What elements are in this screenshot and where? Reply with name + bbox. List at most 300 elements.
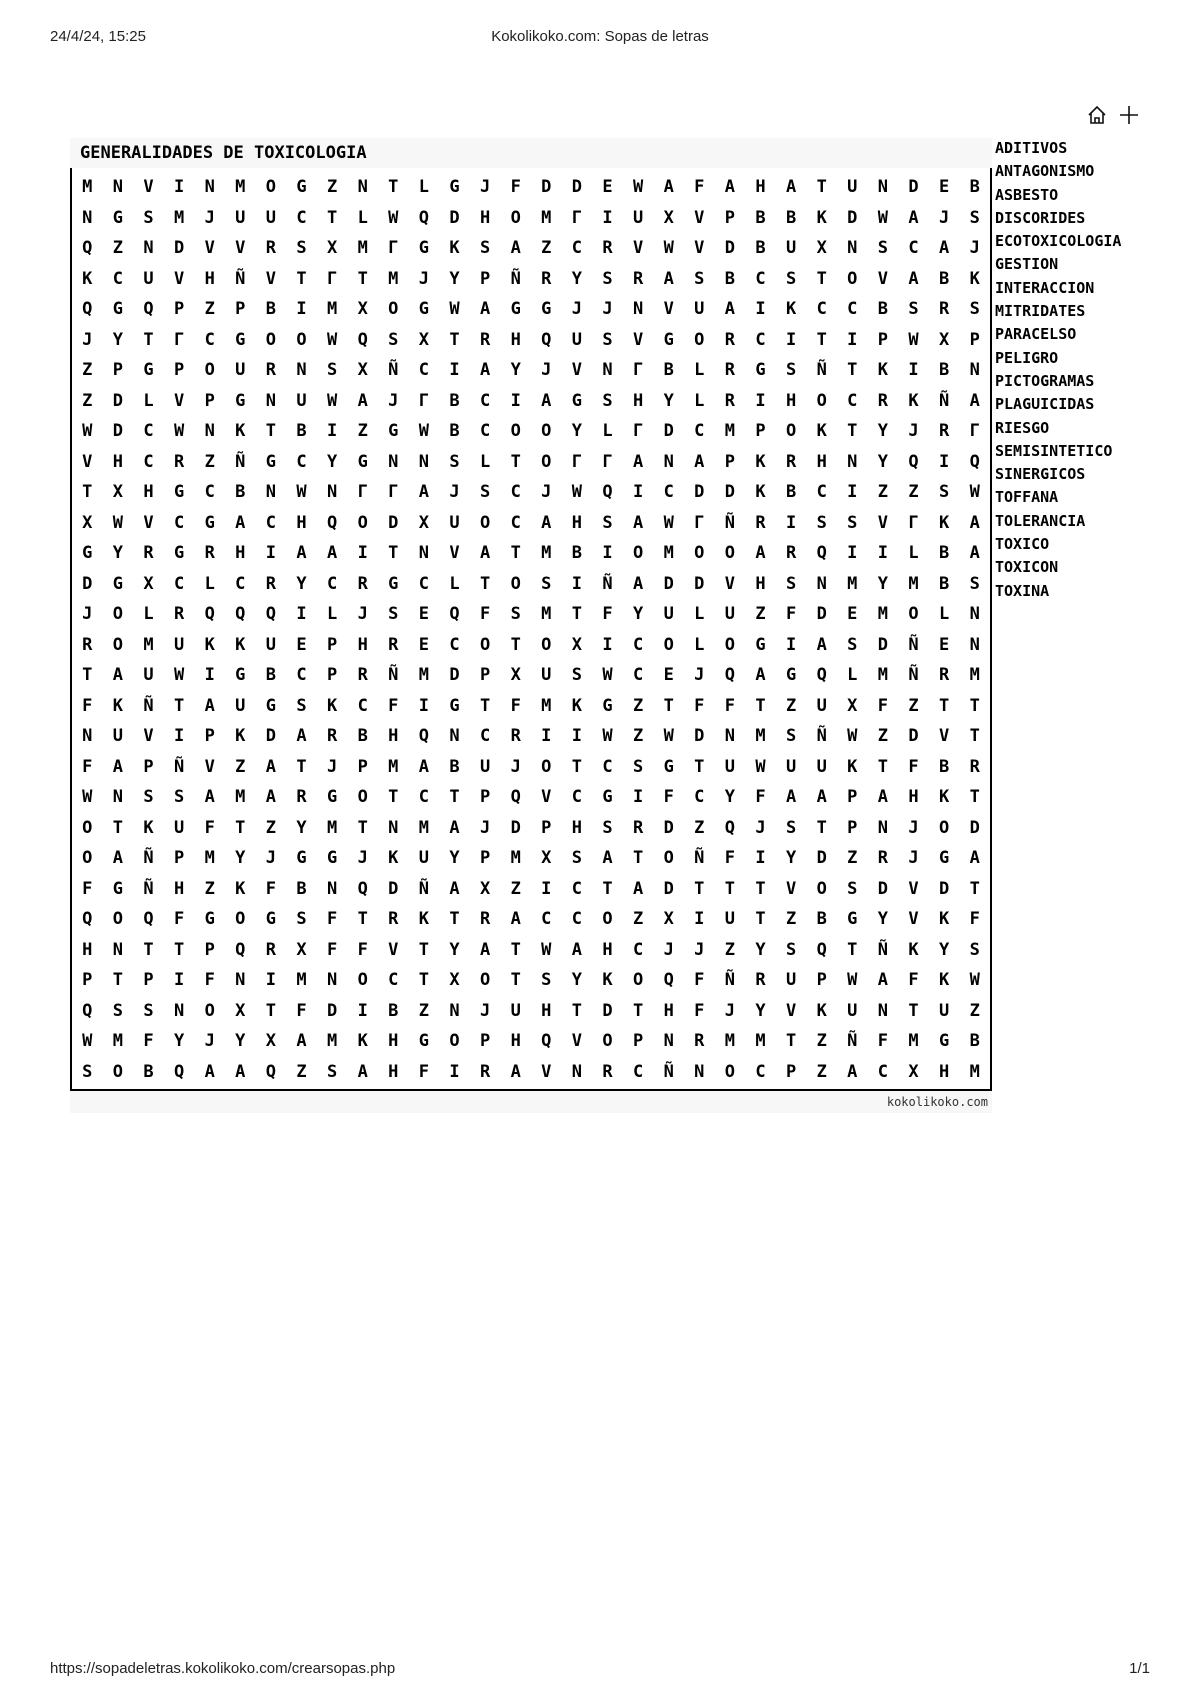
grid-letter: R xyxy=(143,543,154,563)
grid-letter: F xyxy=(204,970,215,990)
grid-letter: Z xyxy=(632,909,644,929)
grid-letter: B xyxy=(969,177,980,197)
grid-letter: R xyxy=(694,1031,705,1051)
grid-letter: F xyxy=(510,177,521,197)
grid-letter: L xyxy=(694,390,705,411)
grid-letter: S xyxy=(847,878,858,899)
grid-letter: U xyxy=(816,695,827,716)
grid-letter: Z xyxy=(204,451,215,472)
puzzle-title: GENERALIDADES DE TOXICOLOGIA xyxy=(70,138,992,168)
grid-letter: Q xyxy=(357,878,368,899)
grid-letter: T xyxy=(510,634,521,655)
grid-letter: Q xyxy=(235,939,246,960)
grid-letter: S xyxy=(296,909,307,929)
grid-letter: W xyxy=(632,177,644,197)
grid-letter: T xyxy=(816,329,827,350)
grid-letter: X xyxy=(571,634,583,655)
grid-letter: C xyxy=(694,787,705,807)
grid-letter: S xyxy=(326,360,338,380)
grid-letter: C xyxy=(663,482,674,502)
grid-letter: V xyxy=(785,1000,797,1021)
grid-letter: B xyxy=(265,665,277,685)
grid-letter: A xyxy=(357,1061,368,1082)
grid-letter: N xyxy=(388,451,399,472)
grid-letter: S xyxy=(541,970,552,990)
grid-letter: F xyxy=(694,695,705,716)
grid-letter: X xyxy=(908,1061,919,1082)
grid-letter: I xyxy=(418,695,430,716)
grid-letter: P xyxy=(112,360,124,380)
grid-letter: A xyxy=(938,238,950,258)
grid-letter: Q xyxy=(418,726,430,746)
grid-letter: X xyxy=(296,939,307,960)
grid-letter: K xyxy=(908,939,919,960)
grid-letter: Y xyxy=(449,268,460,289)
grid-letter: P xyxy=(479,848,491,868)
grid-letter: I xyxy=(357,1000,368,1021)
grid-letter: X xyxy=(418,512,430,533)
grid-letter: D xyxy=(449,665,460,685)
grid-letter: Ñ xyxy=(235,451,246,472)
grid-letter: A xyxy=(632,512,644,533)
grid-letter: T xyxy=(602,878,613,899)
grid-letter: B xyxy=(816,909,827,929)
grid-letter: A xyxy=(816,634,827,655)
grid-letter: H xyxy=(755,573,766,594)
grid-letter: Q xyxy=(173,1061,185,1082)
grid-letter: R xyxy=(82,634,93,655)
grid-letter: Ñ xyxy=(602,573,613,594)
grid-letter: O xyxy=(785,421,797,441)
grid-letter: I xyxy=(847,482,858,502)
grid-letter: D xyxy=(908,177,919,197)
grid-letter: I xyxy=(908,360,919,380)
grid-letter: S xyxy=(510,604,521,624)
grid-letter: Ñ xyxy=(694,848,705,868)
grid-letter: U xyxy=(296,390,307,411)
grid-letter: Ñ xyxy=(877,939,889,960)
grid-letter: I xyxy=(357,543,368,563)
grid-letter: X xyxy=(112,482,124,502)
grid-letter: U xyxy=(632,207,644,228)
grid-letter: Z xyxy=(265,817,277,838)
grid-letter: H xyxy=(571,817,583,838)
grid-letter: D xyxy=(694,726,705,746)
grid-letter: M xyxy=(143,634,154,655)
grid-letter: W xyxy=(602,726,613,746)
grid-letter: A xyxy=(571,939,583,960)
grid-letter: C xyxy=(479,726,491,746)
grid-letter: P xyxy=(479,787,491,807)
grid-letter: F xyxy=(877,695,889,716)
grid-letter: L xyxy=(847,665,858,685)
grid-letter: I xyxy=(632,482,644,502)
grid-letter: I xyxy=(265,543,277,563)
grid-letter: T xyxy=(82,665,93,685)
grid-letter: Y xyxy=(173,1031,185,1051)
grid-letter: D xyxy=(541,177,552,197)
grid-letter: N xyxy=(969,634,980,655)
grid-letter: P xyxy=(632,1031,644,1051)
grid-letter: V xyxy=(173,390,185,411)
grid-letter: D xyxy=(82,573,93,594)
grid-letter: T xyxy=(357,817,368,838)
grid-letter: O xyxy=(724,543,736,563)
grid-letter: C xyxy=(173,573,185,594)
grid-letter: Ñ xyxy=(908,665,919,685)
grid-letter: K xyxy=(235,634,246,655)
grid-letter: O xyxy=(847,268,858,289)
grid-letter: I xyxy=(755,390,766,411)
grid-letter: Q xyxy=(510,787,521,807)
grid-letter: B xyxy=(938,543,950,563)
grid-letter: K xyxy=(816,421,827,441)
grid-letter: X xyxy=(479,878,491,899)
grid-letter: A xyxy=(204,1061,215,1082)
grid-letter: N xyxy=(82,207,93,228)
grid-letter: I xyxy=(449,360,460,380)
grid-letter: Z xyxy=(785,909,797,929)
grid-letter: C xyxy=(632,1061,644,1082)
grid-letter: A xyxy=(969,543,980,563)
grid-letter: J xyxy=(724,1000,736,1021)
grid-letter: S xyxy=(143,207,154,228)
grid-letter: Z xyxy=(418,1000,430,1021)
grid-letter: R xyxy=(296,787,307,807)
grid-letter: A xyxy=(541,390,552,411)
grid-letter: S xyxy=(969,939,980,960)
grid-letter: N xyxy=(663,1031,674,1051)
grid-letter: X xyxy=(265,1031,277,1051)
grid-letter: R xyxy=(724,390,736,411)
grid-letter: V xyxy=(82,451,93,472)
grid-letter: C xyxy=(479,421,491,441)
grid-letter: M xyxy=(541,207,552,228)
grid-letter: C xyxy=(571,238,583,258)
grid-letter: T xyxy=(755,878,766,899)
grid-letter: T xyxy=(388,543,399,563)
grid-letter: S xyxy=(816,512,827,533)
grid-letter: R xyxy=(755,970,766,990)
grid-letter: R xyxy=(724,329,736,350)
grid-letter: E xyxy=(938,634,950,655)
grid-letter: A xyxy=(785,787,797,807)
grid-letter: T xyxy=(694,878,705,899)
grid-letter: N xyxy=(969,604,980,624)
grid-letter: N xyxy=(326,482,338,502)
grid-letter: D xyxy=(510,817,521,838)
grid-letter: T xyxy=(357,909,368,929)
grid-letter: T xyxy=(143,329,154,350)
grid-letter: B xyxy=(938,756,950,777)
grid-letter: D xyxy=(571,177,583,197)
grid-letter: D xyxy=(938,878,950,899)
grid-letter: O xyxy=(82,848,93,868)
grid-letter: G xyxy=(388,573,399,594)
grid-letter: I xyxy=(785,512,797,533)
grid-letter: D xyxy=(602,1000,613,1021)
grid-letter: O xyxy=(296,329,307,350)
top-icons xyxy=(1086,104,1140,126)
grid-letter: R xyxy=(173,604,185,624)
grid-letter: Z xyxy=(847,848,858,868)
grid-letter: K xyxy=(816,207,827,228)
grid-letter: N xyxy=(877,177,889,197)
grid-letter: B xyxy=(663,360,674,380)
grid-letter: I xyxy=(755,299,766,319)
grid-letter: D xyxy=(388,512,399,533)
grid-letter: G xyxy=(265,451,277,472)
grid-letter: N xyxy=(112,939,124,960)
grid-letter: C xyxy=(571,787,583,807)
grid-letter: J xyxy=(418,268,430,289)
word-list-item: DISCORIDES xyxy=(995,208,1086,227)
grid-letter: A xyxy=(510,238,521,258)
grid-letter: Ñ xyxy=(938,390,950,411)
grid-letter: B xyxy=(724,268,736,289)
grid-letter: C xyxy=(510,482,521,502)
grid-letter: C xyxy=(388,970,399,990)
grid-letter: K xyxy=(82,268,93,289)
grid-letter: O xyxy=(602,1031,613,1051)
grid-letter: T xyxy=(296,268,307,289)
grid-letter: N xyxy=(847,238,858,258)
grid-letter: Q xyxy=(418,207,430,228)
plus-icon[interactable] xyxy=(1118,104,1140,126)
grid-letter: P xyxy=(877,329,889,350)
grid-letter: Z xyxy=(510,878,521,899)
grid-letter: N xyxy=(204,177,215,197)
grid-letter: K xyxy=(755,451,766,472)
grid-letter: B xyxy=(969,1031,980,1051)
grid-letter: R xyxy=(265,360,277,380)
grid-letter: O xyxy=(510,421,521,441)
grid-letter: R xyxy=(265,573,277,594)
grid-letter: L xyxy=(204,573,215,594)
grid-letter: P xyxy=(173,299,185,319)
grid-letter: R xyxy=(173,451,185,472)
grid-letter: W xyxy=(847,726,858,746)
grid-letter: F xyxy=(204,817,215,838)
grid-letter: M xyxy=(235,787,246,807)
grid-letter: I xyxy=(173,970,185,990)
grid-letter: T xyxy=(449,787,460,807)
grid-letter: C xyxy=(265,512,277,533)
grid-letter: M xyxy=(388,756,399,777)
grid-letter: K xyxy=(235,421,246,441)
grid-letter: Ñ xyxy=(724,970,736,990)
grid-letter: U xyxy=(724,909,736,929)
grid-letter: F xyxy=(785,604,797,624)
grid-letter: W xyxy=(112,512,124,533)
grid-letter: Q xyxy=(816,665,827,685)
grid-letter: M xyxy=(296,970,307,990)
grid-letter: M xyxy=(724,421,736,441)
grid-letter: V xyxy=(571,360,583,380)
grid-letter: T xyxy=(908,1000,919,1021)
grid-letter: B xyxy=(235,482,246,502)
grid-letter: I xyxy=(847,329,858,350)
word-list-item: PLAGUICIDAS xyxy=(995,395,1095,414)
grid-letter: J xyxy=(265,848,277,868)
grid-letter: L xyxy=(143,390,154,411)
grid-letter: J xyxy=(510,756,521,777)
grid-letter: Z xyxy=(724,939,736,960)
grid-letter: A xyxy=(785,177,797,197)
grid-letter: X xyxy=(235,1000,246,1021)
grid-letter: X xyxy=(541,848,552,868)
grid-letter: O xyxy=(602,909,613,929)
grid-letter: R xyxy=(510,726,521,746)
grid-letter: U xyxy=(938,1000,950,1021)
grid-letter: G xyxy=(143,360,154,380)
grid-letter: A xyxy=(877,970,889,990)
grid-letter: A xyxy=(204,695,215,716)
grid-letter: O xyxy=(724,1061,736,1082)
grid-letter: Z xyxy=(816,1061,827,1082)
grid-letter: F xyxy=(82,756,93,777)
grid-letter: Q xyxy=(326,512,338,533)
grid-letter: S xyxy=(296,238,307,258)
grid-letter: H xyxy=(388,1061,399,1082)
grid-letter: S xyxy=(908,299,919,319)
grid-letter: O xyxy=(204,360,215,380)
grid-letter: O xyxy=(82,817,93,838)
grid-letter: V xyxy=(571,1031,583,1051)
grid-letter: P xyxy=(847,787,858,807)
grid-letter: I xyxy=(694,909,705,929)
grid-letter: Y xyxy=(235,1031,246,1051)
grid-letter: N xyxy=(265,390,277,411)
grid-letter: H xyxy=(204,268,215,289)
grid-letter: A xyxy=(510,909,521,929)
grid-letter: G xyxy=(938,1031,950,1051)
grid-letter: U xyxy=(265,634,277,655)
grid-letter: R xyxy=(969,756,980,777)
grid-letter: X xyxy=(816,238,827,258)
grid-letter: U xyxy=(235,360,246,380)
grid-letter: X xyxy=(143,573,154,594)
grid-letter: A xyxy=(969,512,980,533)
grid-letter: T xyxy=(479,695,491,716)
grid-letter: W xyxy=(82,1031,93,1051)
grid-letter: G xyxy=(82,543,93,563)
grid-letter: P xyxy=(326,634,338,655)
grid-letter: E xyxy=(938,177,950,197)
grid-letter: D xyxy=(663,817,674,838)
home-icon[interactable] xyxy=(1086,104,1108,126)
grid-letter: R xyxy=(265,238,277,258)
grid-letter: D xyxy=(847,207,858,228)
grid-letter: B xyxy=(357,726,368,746)
grid-letter: O xyxy=(632,543,644,563)
grid-letter: Z xyxy=(112,238,124,258)
grid-letter: W xyxy=(969,482,980,502)
grid-letter: A xyxy=(418,756,430,777)
grid-letter: V xyxy=(632,238,644,258)
grid-letter: P xyxy=(357,756,368,777)
grid-letter: P xyxy=(204,939,215,960)
grid-letter: L xyxy=(602,421,613,441)
grid-letter: T xyxy=(632,848,644,868)
grid-letter: Q xyxy=(816,939,827,960)
grid-letter: B xyxy=(265,299,277,319)
grid-letter: W xyxy=(173,421,185,441)
grid-letter: Z xyxy=(877,482,889,502)
grid-letter: X xyxy=(847,695,858,716)
grid-letter: O xyxy=(541,421,552,441)
grid-letter: O xyxy=(663,634,674,655)
grid-letter: A xyxy=(265,787,277,807)
grid-letter: C xyxy=(632,634,644,655)
grid-letter: O xyxy=(357,970,368,990)
grid-letter: N xyxy=(418,543,430,563)
grid-letter: C xyxy=(296,207,307,228)
grid-letter: A xyxy=(296,726,307,746)
word-list-item: INTERACCION xyxy=(995,278,1095,297)
grid-letter: N xyxy=(326,878,338,899)
word-list-item: ANTAGONISMO xyxy=(995,162,1095,181)
grid-letter: Q xyxy=(724,817,736,838)
grid-letter: Y xyxy=(112,329,124,350)
grid-letter: M xyxy=(663,543,674,563)
grid-letter: B xyxy=(938,268,950,289)
grid-letter: W xyxy=(82,787,93,807)
grid-letter: F xyxy=(908,756,919,777)
grid-letter: Q xyxy=(602,482,613,502)
grid-letter: Y xyxy=(296,573,307,594)
grid-letter: O xyxy=(816,878,827,899)
grid-letter: A xyxy=(755,665,766,685)
grid-letter: M xyxy=(326,299,338,319)
grid-letter: Γ xyxy=(326,268,338,289)
grid-letter: Z xyxy=(816,1031,827,1051)
grid-letter: N xyxy=(449,726,460,746)
grid-letter: V xyxy=(204,756,215,777)
grid-letter: H xyxy=(908,787,919,807)
grid-letter: N xyxy=(571,1061,583,1082)
grid-letter: R xyxy=(479,909,491,929)
grid-letter: W xyxy=(418,421,430,441)
grid-letter: C xyxy=(755,268,766,289)
grid-letter: J xyxy=(908,817,919,838)
word-list-item: TOXINA xyxy=(995,581,1050,600)
grid-letter: H xyxy=(541,1000,552,1021)
grid-letter: Y xyxy=(632,604,644,624)
grid-letter: V xyxy=(724,573,736,594)
grid-letter: M xyxy=(510,848,521,868)
grid-letter: U xyxy=(724,756,736,777)
grid-letter: V xyxy=(908,909,919,929)
grid-letter: U xyxy=(785,238,797,258)
word-list-item: GESTION xyxy=(995,255,1059,274)
word-list-item: RIESGO xyxy=(995,418,1050,437)
grid-letter: T xyxy=(877,756,889,777)
grid-letter: Q xyxy=(357,329,368,350)
grid-letter: W xyxy=(326,329,338,350)
grid-letter: L xyxy=(418,177,430,197)
grid-letter: K xyxy=(816,1000,827,1021)
grid-letter: T xyxy=(510,543,521,563)
grid-letter: C xyxy=(143,451,154,472)
grid-letter: A xyxy=(632,451,644,472)
grid-letter: N xyxy=(449,1000,460,1021)
grid-letter: B xyxy=(877,299,889,319)
grid-letter: O xyxy=(694,543,705,563)
grid-letter: Q xyxy=(969,451,980,472)
word-list-item: SEMISINTETICO xyxy=(995,441,1113,460)
grid-letter: Y xyxy=(755,1000,766,1021)
